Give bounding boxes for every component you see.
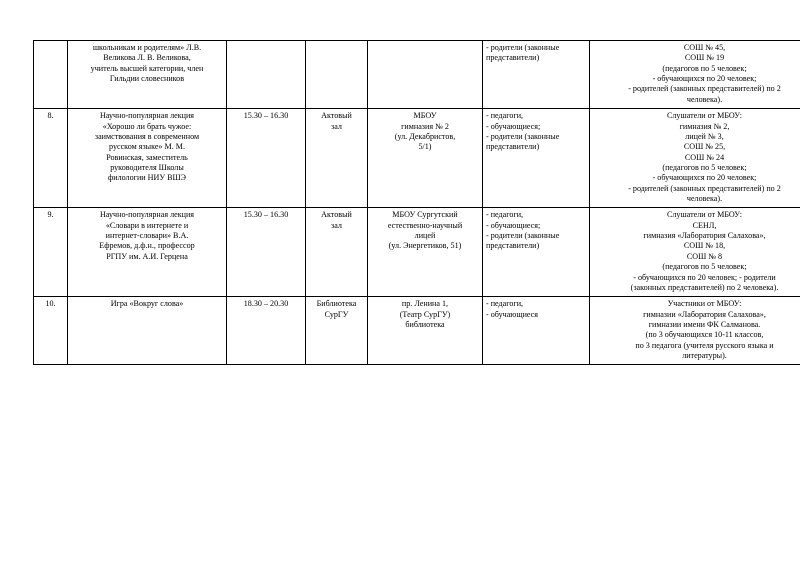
cell-participants-line: человека). — [686, 94, 723, 104]
cell-time — [227, 297, 306, 365]
cell-place — [306, 109, 368, 208]
table-row — [34, 109, 800, 208]
cell-venue-line: лицей — [414, 231, 436, 241]
cell-audience-line: - родители (законные — [486, 43, 560, 52]
cell-topic-line: Игра «Вокруг слова» — [110, 299, 184, 309]
cell-audience-line: - педагоги, — [486, 210, 524, 220]
cell-time — [227, 208, 306, 297]
cell-topic-line: учитель высшей категории, член — [90, 63, 204, 73]
cell-participants-line: - родителей (законных представителей) по 2 — [628, 84, 781, 94]
cell-topic-line: русском языке» М. М. — [109, 142, 185, 152]
cell-participants — [590, 109, 800, 208]
cell-venue — [368, 208, 483, 297]
cell-participants — [590, 208, 800, 297]
cell-place-line: СурГУ — [324, 309, 349, 319]
cell-topic-line: РГПУ им. А.И. Герцена — [106, 251, 188, 261]
cell-participants-line: СОШ № 24 — [684, 152, 725, 162]
table-row — [34, 297, 800, 365]
cell-venue-line: естественно-научный — [387, 220, 463, 230]
cell-time-line: 15.30 – 16.30 — [243, 210, 289, 220]
table-row — [34, 208, 800, 297]
cell-participants-line: гимназии имени ФК Салманова. — [648, 319, 761, 329]
cell-place-line: зал — [331, 121, 342, 131]
cell-time — [227, 109, 306, 208]
cell-topic-line: школьникам и родителям» Л.В. — [92, 43, 202, 52]
cell-venue-line: (ул. Декабристов, — [394, 131, 456, 141]
cell-topic-line: руководителя Школы — [110, 162, 184, 172]
cell-audience — [483, 208, 590, 297]
cell-participants-line: СОШ № 18, — [683, 241, 726, 251]
cell-audience-line: представители) — [486, 241, 540, 251]
cell-topic — [68, 208, 227, 297]
cell-participants-line: - родителей (законных представителей) по 2 — [628, 183, 781, 193]
cell-participants-line: СОШ № 25, — [683, 142, 726, 152]
cell-topic-line: интернет-словари» В.А. — [105, 231, 189, 241]
cell-topic-line: Научно-популярная лекция — [99, 111, 195, 121]
cell-participants-line: СОШ № 8 — [686, 251, 723, 261]
cell-audience — [483, 41, 590, 109]
cell-audience-line: представители) — [486, 53, 540, 63]
cell-participants-line: гимназии «Лаборатория Салахова», — [643, 309, 766, 319]
cell-audience-line: - обучающиеся; — [486, 121, 541, 131]
cell-venue — [368, 297, 483, 365]
cell-topic-line: Великова Л. В. Великова, — [103, 53, 191, 63]
cell-participants — [590, 41, 800, 109]
cell-audience-line: - педагоги, — [486, 299, 524, 309]
cell-participants-line: лицей № 3, — [685, 131, 724, 141]
cell-place — [306, 297, 368, 365]
cell-place-line: Актовый — [321, 111, 352, 121]
cell-topic — [68, 297, 227, 365]
cell-venue — [368, 41, 483, 109]
cell-participants-line: литературы). — [682, 351, 727, 361]
cell-number: 9. — [34, 208, 68, 297]
cell-venue-line: (Театр СурГУ) — [399, 309, 451, 319]
cell-participants-line: Слушатели от МБОУ: — [667, 210, 742, 220]
cell-participants-line: человека). — [686, 194, 723, 204]
cell-topic-line: «Словари в интернете и — [105, 220, 189, 230]
cell-venue-line: МБОУ — [413, 111, 437, 121]
cell-venue-line: 5/1) — [418, 142, 432, 152]
schedule-table — [33, 40, 800, 365]
cell-place — [306, 41, 368, 109]
cell-participants-line: по 3 педагога (учителя русского языка и — [635, 340, 774, 350]
cell-venue-line: пр. Ленина 1, — [401, 299, 449, 309]
cell-audience-line: - родители (законные — [486, 231, 560, 241]
cell-venue — [368, 109, 483, 208]
cell-topic-line: «Хорошо ли брать чужое: — [102, 121, 192, 131]
cell-audience-line: - обучающиеся; — [486, 220, 541, 230]
cell-time — [227, 41, 306, 109]
cell-time-line: 15.30 – 16.30 — [243, 111, 289, 121]
cell-venue-line: гимназия № 2 — [401, 121, 449, 131]
cell-place-line: Актовый — [321, 210, 352, 220]
cell-participants-line: (по 3 обучающихся 10-11 классов, — [645, 330, 764, 340]
table-row — [34, 41, 800, 109]
cell-audience-line: представители) — [486, 142, 540, 152]
cell-venue-line: библиотека — [405, 319, 445, 329]
cell-participants-line: (педагогов по 5 человек; — [662, 63, 747, 73]
cell-number — [34, 41, 68, 109]
cell-audience — [483, 297, 590, 365]
cell-venue-line: МБОУ Сургутский — [392, 210, 458, 220]
cell-participants-line: гимназия № 2, — [679, 121, 730, 131]
cell-participants-line: - обучающихся по 20 человек; — [652, 74, 757, 84]
cell-participants-line: - обучающихся по 20 человек; - родители — [633, 272, 776, 282]
cell-topic-line: Гильдии словесников — [109, 74, 185, 84]
cell-topic-line: Ефремов, д.ф.н., профессор — [99, 241, 195, 251]
cell-participants-line: (законных представителей) по 2 человека). — [630, 282, 779, 292]
cell-topic-line: филологии НИУ ВШЭ — [108, 173, 186, 183]
cell-participants — [590, 297, 800, 365]
cell-time-line: 18.30 – 20.30 — [243, 299, 289, 309]
cell-participants-line: СОШ № 19 — [684, 53, 725, 63]
cell-participants-line: СОШ № 45, — [683, 43, 726, 52]
cell-number: 8. — [34, 109, 68, 208]
cell-topic-line: Научно-популярная лекция — [99, 210, 195, 220]
cell-topic-line: Ровинская, заместитель — [106, 152, 188, 162]
cell-place-line: Библиотека — [316, 299, 357, 309]
cell-topic — [68, 109, 227, 208]
cell-participants-line: гимназия «Лаборатория Салахова», — [643, 231, 766, 241]
cell-participants-line: (педагогов по 5 человек; — [662, 262, 747, 272]
cell-audience-line: - обучающиеся — [486, 309, 539, 319]
cell-topic — [68, 41, 227, 109]
cell-audience-line: - родители (законные — [486, 131, 560, 141]
cell-participants-line: (педагогов по 5 человек; — [662, 162, 747, 172]
cell-participants-line: - обучающихся по 20 человек; — [652, 173, 757, 183]
cell-place-line: зал — [331, 220, 342, 230]
cell-topic-line: заимствования в современном — [94, 131, 200, 141]
cell-participants-line: СЕНЛ, — [692, 220, 717, 230]
cell-number: 10. — [34, 297, 68, 365]
cell-audience — [483, 109, 590, 208]
cell-audience-line: - педагоги, — [486, 111, 524, 121]
cell-place — [306, 208, 368, 297]
schedule-table-body — [34, 41, 800, 365]
cell-participants-line: Участники от МБОУ: — [667, 299, 742, 309]
cell-participants-line: Слушатели от МБОУ: — [667, 111, 742, 121]
cell-venue-line: (ул. Энергетиков, 51) — [388, 241, 462, 251]
